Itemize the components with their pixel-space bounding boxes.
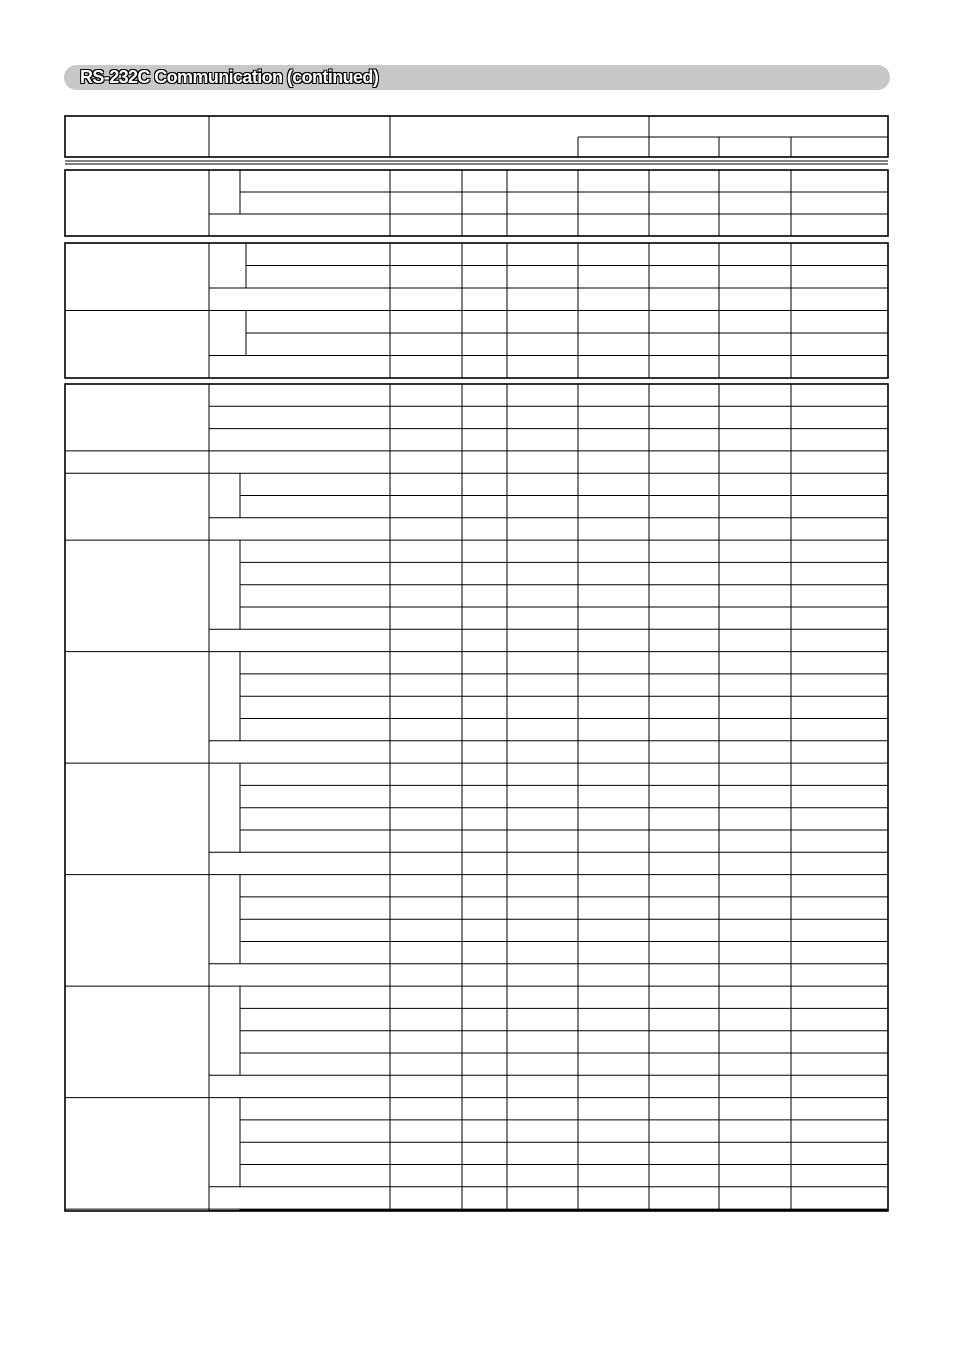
table-block-1 — [65, 170, 888, 236]
section-title: RS-232C Communication (continued) — [80, 67, 379, 87]
table-block-3 — [65, 384, 888, 1211]
